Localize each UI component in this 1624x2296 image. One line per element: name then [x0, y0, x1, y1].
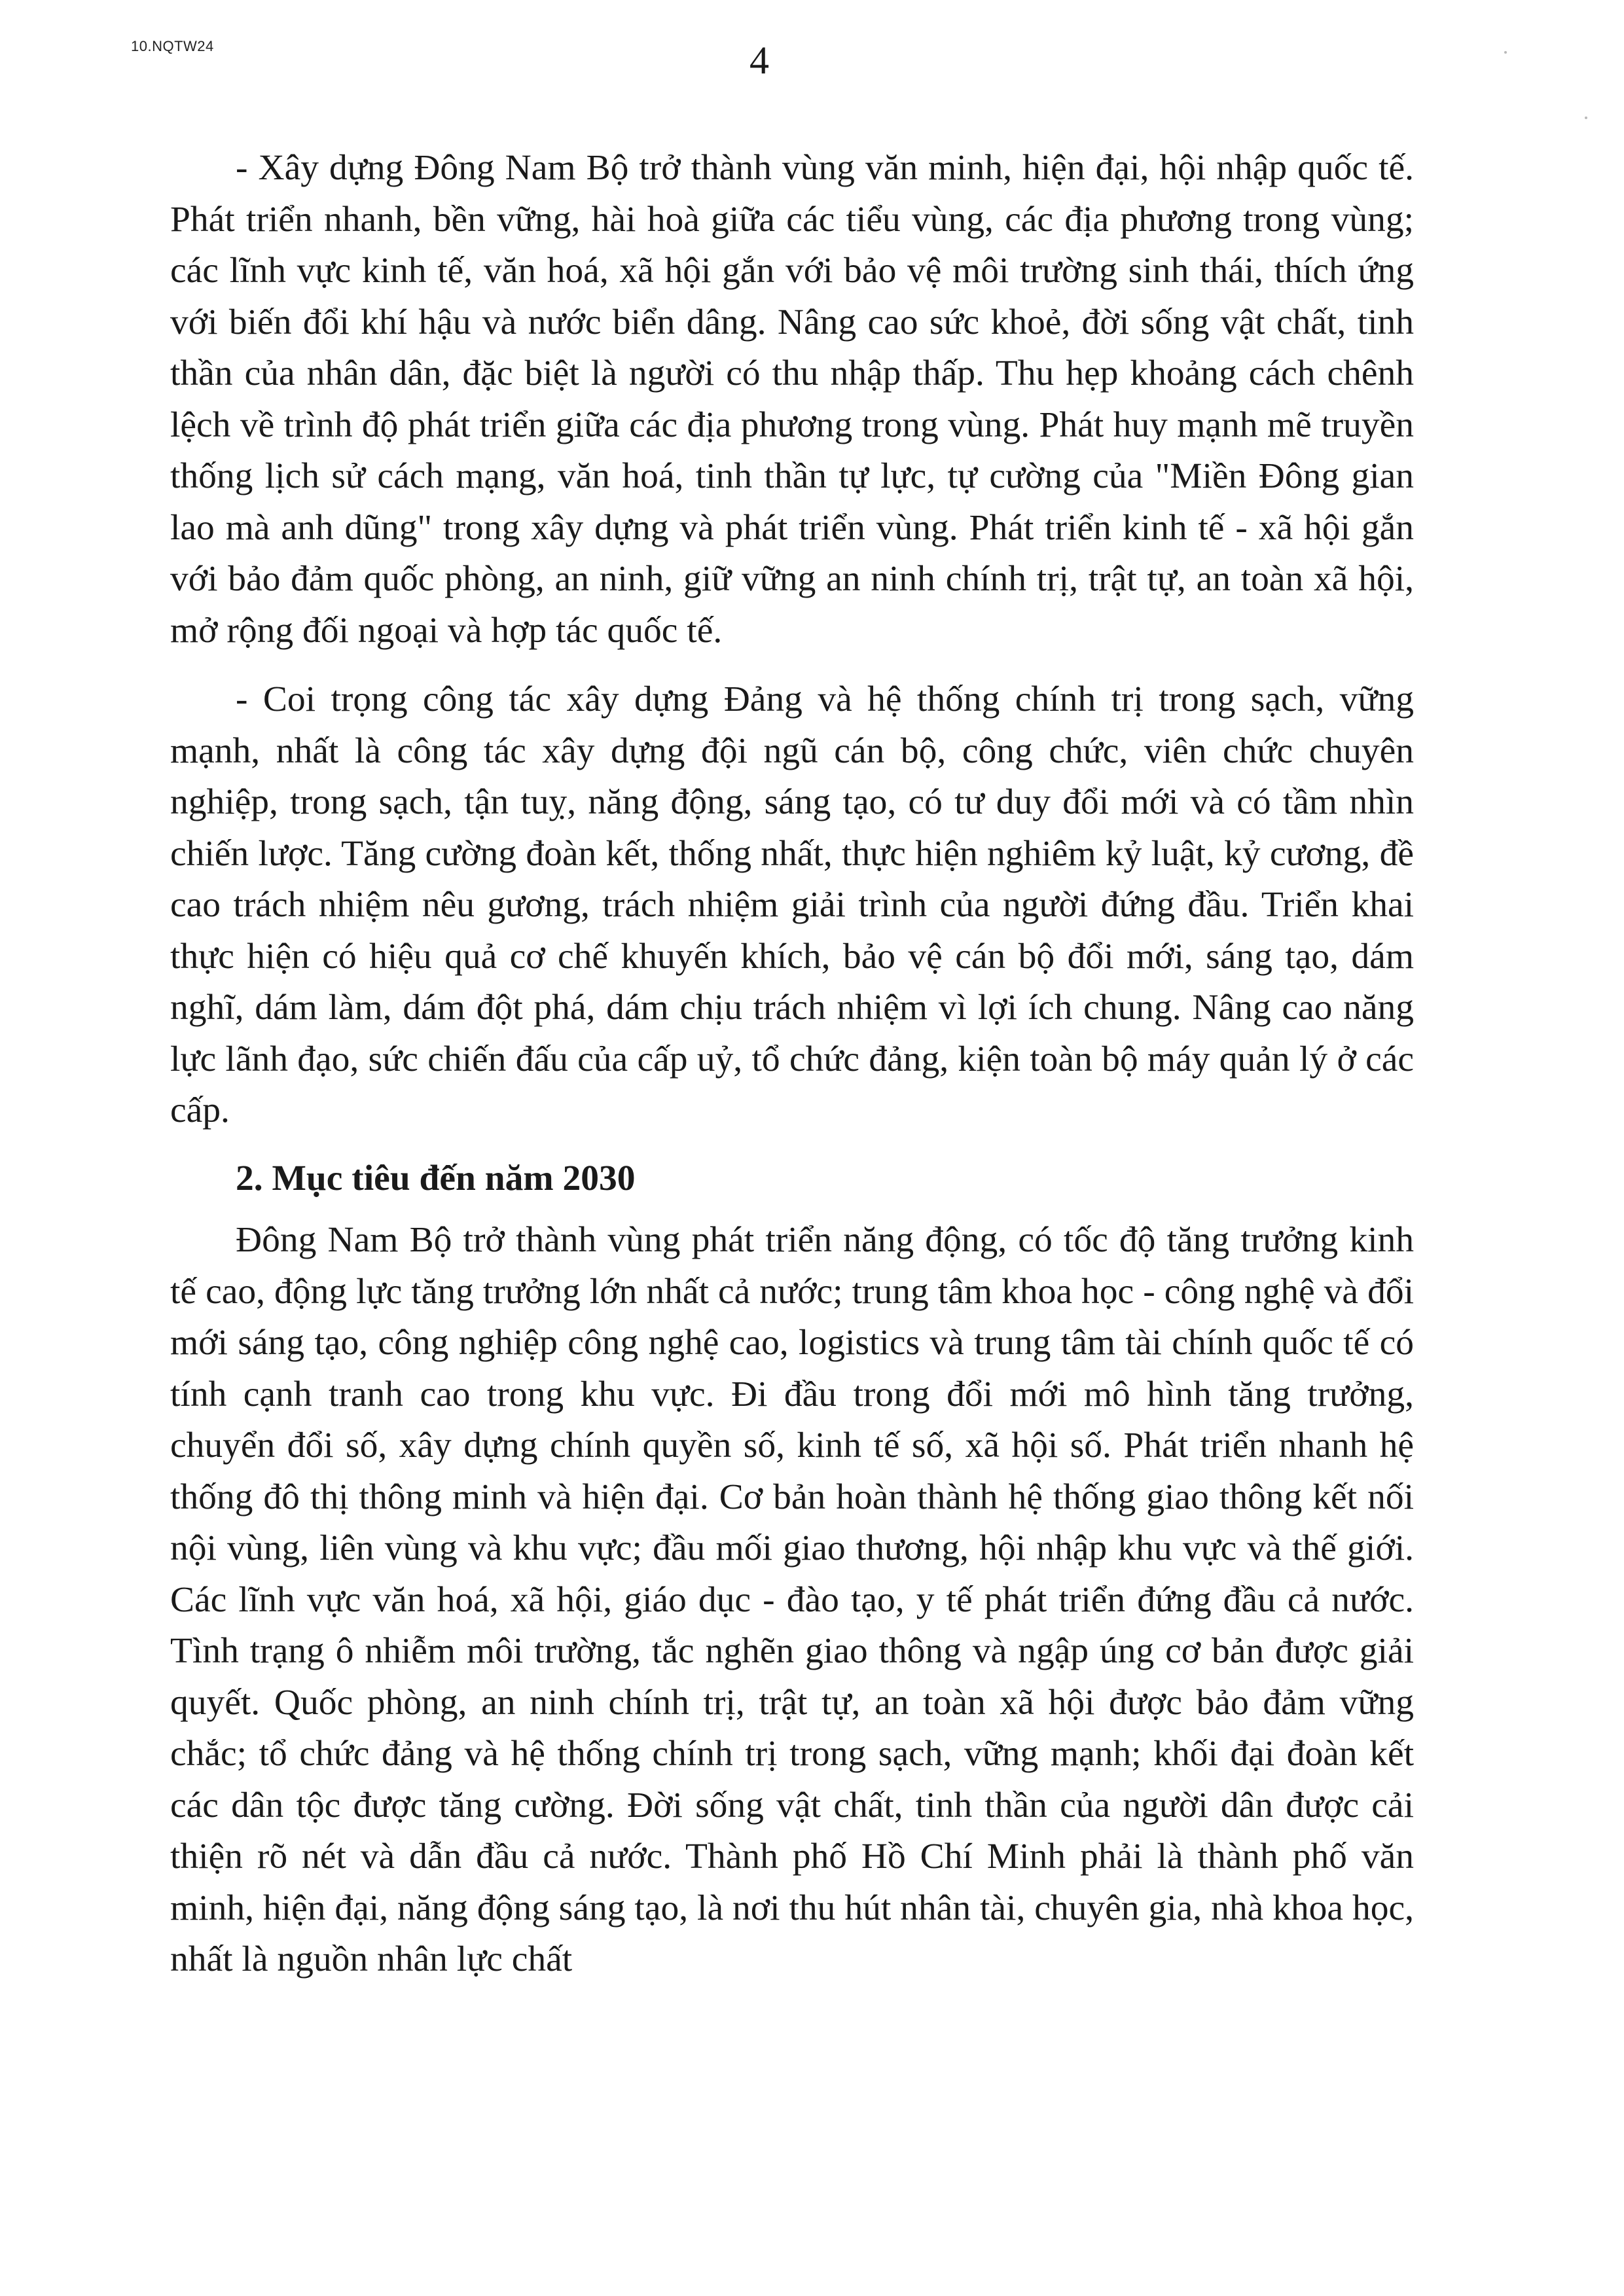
document-body — [170, 143, 1414, 1986]
scan-speck — [1585, 117, 1587, 119]
scan-speck — [1504, 51, 1507, 54]
document-code: 10.NQTW24 — [131, 38, 214, 54]
section-heading: 2. Mục tiêu đến năm 2030 — [236, 1158, 636, 1198]
paragraph-party-building: - Coi trọng công tác xây dựng Đảng và hệ thống chính trị trong sạch, vững mạnh, nhất là công tác xây dựng đội ngũ cán bộ, công chức, viên chức chuyên nghiệp, trong sạch, tận tuỵ, năng động, sáng tạo, có tư duy đổi mới và có tầm nhìn chiến lược. Tăng cường đoàn kết, thống nhất, thực hiện nghiêm kỷ luật, kỷ cương, đề cao trách nhiệm nêu gương, trách nhiệm giải trình của người đứng đầu. Triển khai thực hiện có hiệu quả cơ chế khuyến khích, bảo vệ cán bộ đổi mới, sáng tạo, dám nghĩ, dám làm, dám đột phá, dám chịu trách nhiệm vì lợi ích chung. Nâng cao năng lực lãnh đạo, sức chiến đấu của cấp uỷ, tổ chức đảng, kiện toàn bộ máy quản lý ở các cấp. — [170, 679, 1414, 1130]
paragraph-2030-targets: Đông Nam Bộ trở thành vùng phát triển năng động, có tốc độ tăng trưởng kinh tế cao, động lực tăng trưởng lớn nhất cả nước; trung tâm khoa học - công nghệ và đổi mới sáng tạo, công nghiệp công nghệ cao, logistics và trung tâm tài chính quốc tế có tính cạnh tranh cao trong khu vực. Đi đầu trong đổi mới mô hình tăng trưởng, chuyển đổi số, xây dựng chính quyền số, kinh tế số, xã hội số. Phát triển nhanh hệ thống đô thị thông minh và hiện đại. Cơ bản hoàn thành hệ thống giao thông kết nối nội vùng, liên vùng và khu vực; đầu mối giao thương, hội nhập khu vực và thế giới. Các lĩnh vực văn hoá, xã hội, giáo dục - đào tạo, y tế phát triển đứng đầu cả nước. Tình trạng ô nhiễm môi trường, tắc nghẽn giao thông và ngập úng cơ bản được giải quyết. Quốc phòng, an ninh chính trị, trật tự, an toàn xã hội được bảo đảm vững chắc; tổ chức đảng và hệ thống chính trị trong sạch, vững mạnh; khối đại đoàn kết các dân tộc được tăng cường. Đời sống vật chất, tinh thần của người dân được cải thiện rõ nét và dẫn đầu cả nước. Thành phố Hồ Chí Minh phải là thành phố văn minh, hiện đại, năng động sáng tạo, là nơi thu hút nhân tài, chuyên gia, nhà khoa học, nhất là nguồn nhân lực chất — [170, 1220, 1414, 1979]
paragraph-southeast-region-goals: - Xây dựng Đông Nam Bộ trở thành vùng văn minh, hiện đại, hội nhập quốc tế. Phát triển nhanh, bền vững, hài hoà giữa các tiểu vùng, các địa phương trong vùng; các lĩnh vực kinh tế, văn hoá, xã hội gắn với bảo vệ môi trường sinh thái, thích ứng với biến đổi khí hậu và nước biển dâng. Nâng cao sức khoẻ, đời sống vật chất, tinh thần của nhân dân, đặc biệt là người có thu nhập thấp. Thu hẹp khoảng cách chênh lệch về trình độ phát triển giữa các địa phương trong vùng. Phát huy mạnh mẽ truyền thống lịch sử cách mạng, văn hoá, tinh thần tự lực, tự cường của "Miền Đông gian lao mà anh dũng" trong xây dựng và phát triển vùng. Phát triển kinh tế - xã hội gắn với bảo đảm quốc phòng, an ninh, giữ vững an ninh chính trị, trật tự, an toàn xã hội, mở rộng đối ngoại và hợp tác quốc tế. — [170, 148, 1414, 651]
page-number: 4 — [749, 39, 769, 82]
